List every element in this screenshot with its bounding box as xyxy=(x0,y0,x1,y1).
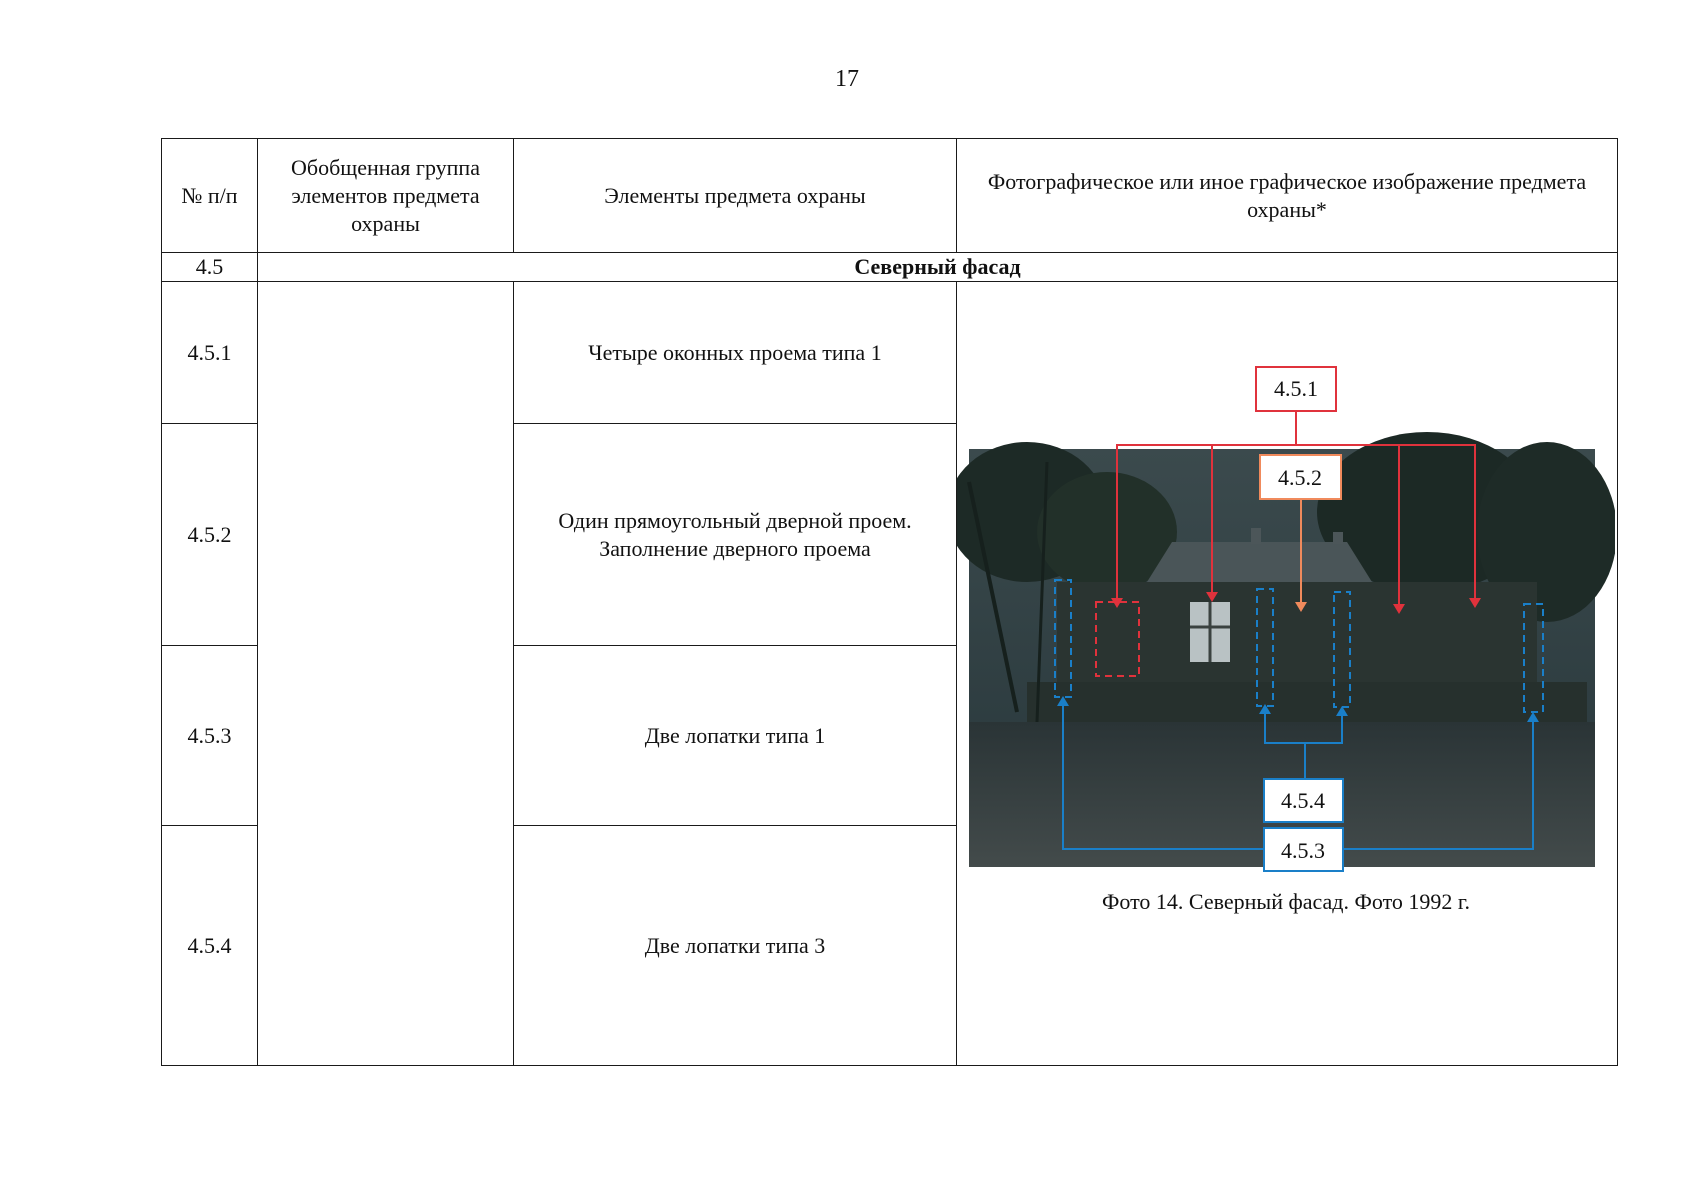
header-image: Фотографическое или иное графическое изображение предмета охраны* xyxy=(957,139,1618,253)
row-element: Четыре оконных проема типа 1 xyxy=(514,282,957,424)
callout-label-4-5-3: 4.5.3 xyxy=(1281,838,1325,863)
header-num: № п/п xyxy=(162,139,258,253)
row-num: 4.5.3 xyxy=(162,646,258,826)
annotated-photo xyxy=(957,282,1615,1060)
photo-annotation xyxy=(957,282,1615,1060)
section-title: Северный фасад xyxy=(258,253,1618,282)
callout-label-4-5-4: 4.5.4 xyxy=(1281,788,1325,813)
section-row xyxy=(162,253,1618,282)
page-number: 17 xyxy=(835,66,859,92)
row-element: Две лопатки типа 1 xyxy=(514,646,957,826)
header-group: Обобщенная группа элементов предмета охраны xyxy=(258,139,514,253)
table-row xyxy=(162,282,1618,424)
section-num: 4.5 xyxy=(162,253,258,282)
table-header-row xyxy=(162,139,1618,253)
protection-table xyxy=(161,138,1618,1066)
callout-label-4-5-2: 4.5.2 xyxy=(1278,465,1322,490)
row-num: 4.5.4 xyxy=(162,826,258,1066)
group-cell xyxy=(258,282,514,1066)
row-element: Две лопатки типа 3 xyxy=(514,826,957,1066)
callout-label-4-5-1: 4.5.1 xyxy=(1274,376,1318,401)
header-elements: Элементы предмета охраны xyxy=(514,139,957,253)
photo-cell xyxy=(957,282,1618,1066)
row-num: 4.5.2 xyxy=(162,424,258,646)
row-element: Один прямоугольный дверной проем. Заполнение дверного проема xyxy=(514,424,957,646)
row-num: 4.5.1 xyxy=(162,282,258,424)
photo-caption: Фото 14. Северный фасад. Фото 1992 г. xyxy=(1102,889,1470,914)
